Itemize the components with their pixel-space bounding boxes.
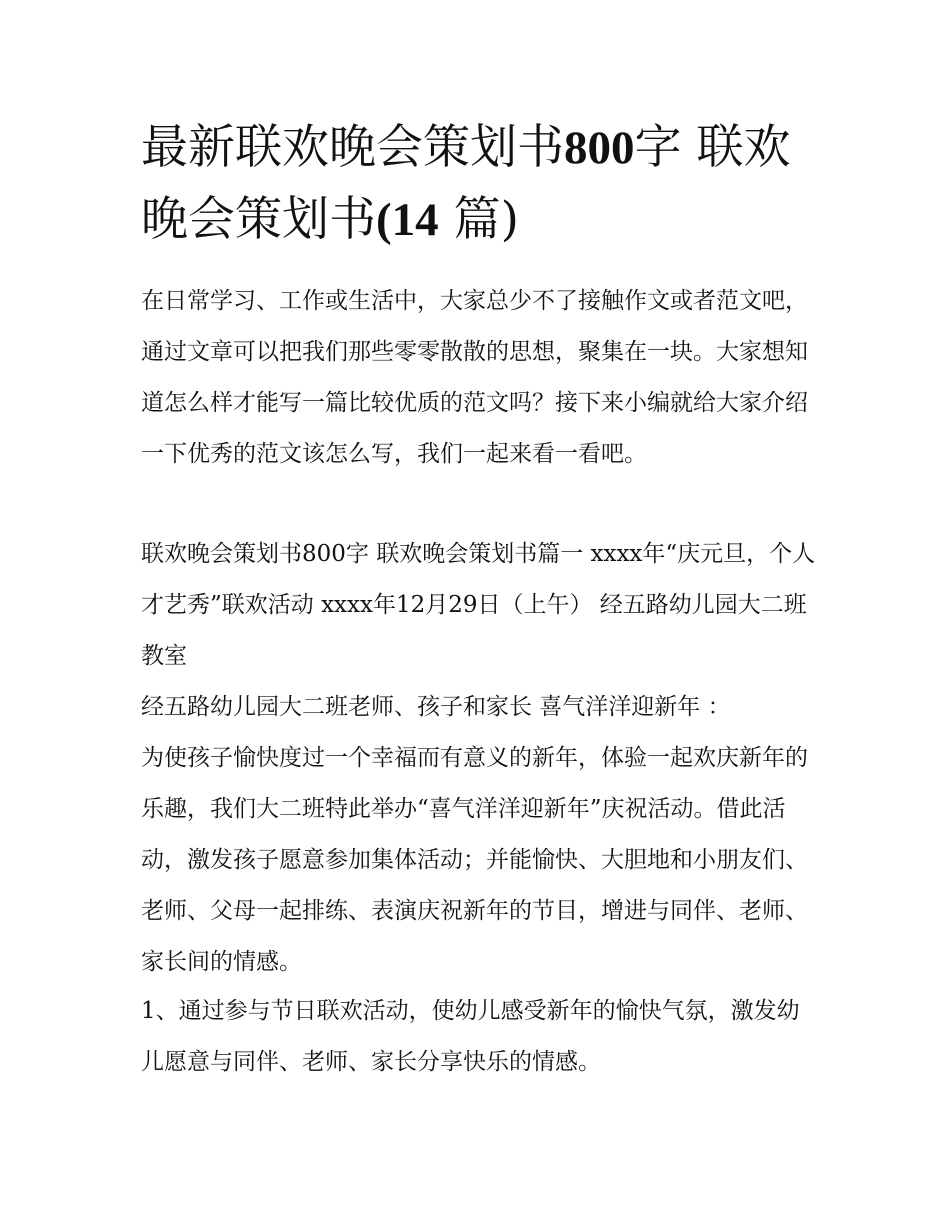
goal-paragraph: 1、通过参与节日联欢活动，使幼儿感受新年的愉快气氛，激发幼儿愿意与同伴、老师、家长分享快乐的情感。 bbox=[141, 998, 800, 1075]
intro-paragraph: 在日常学习、工作或生活中，大家总少不了接触作文或者范文吧，通过文章可以把我们那些零零散散的思想，聚集在一块。大家想知道怎么样才能写一篇比较优质的范文吗？接下来小编就给大家介绍一下优秀的范文该怎么写，我们一起来看一看吧。 bbox=[141, 288, 808, 467]
document-title bbox=[141, 112, 821, 256]
title-text-3: 篇) bbox=[438, 192, 519, 247]
participants-paragraph: 经五路幼儿园大二班老师、孩子和家长 喜气洋洋迎新年 ： bbox=[141, 694, 731, 720]
event-info-paragraph: 联欢晚会策划书800字 联欢晚会策划书篇一 xxxx年“庆元旦，个人才艺秀”联欢活动 xxxx年12月29日（上午） 经五路幼儿园大二班教室 bbox=[141, 541, 816, 669]
title-number-1: 800 bbox=[564, 122, 635, 174]
title-text-2: 字 联欢晚会策划书 bbox=[141, 120, 791, 247]
title-text-1: 最新联欢晚会策划书 bbox=[141, 120, 564, 175]
purpose-paragraph: 为使孩子愉快度过一个幸福而有意义的新年，体验一起欢庆新年的乐趣，我们大二班特此举办“喜气洋洋迎新年”庆祝活动。借此活动，激发孩子愿意参加集体活动；并能愉快、大胆地和小朋友们、老师、父母一起排练、表演庆祝新年的节目，增进与同伴、老师、家长间的情感。 bbox=[141, 745, 808, 975]
title-number-2: (14 bbox=[376, 194, 439, 246]
